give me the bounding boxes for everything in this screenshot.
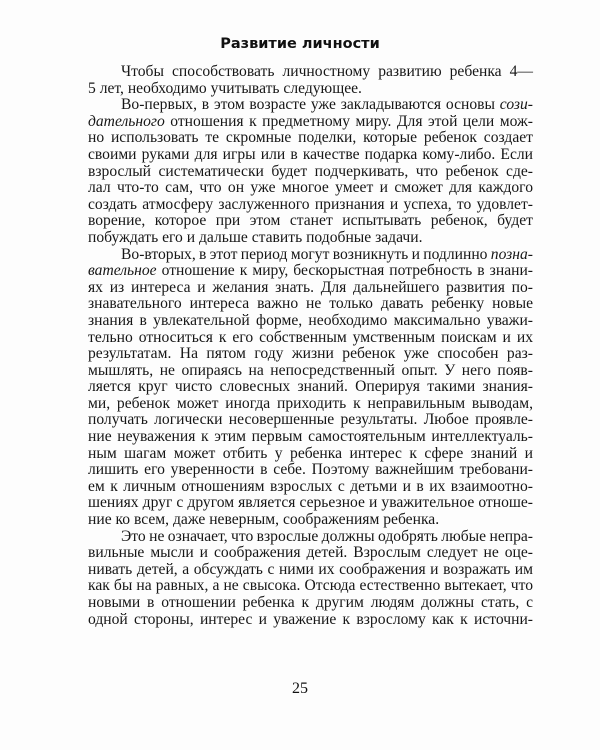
text-line <box>88 346 533 363</box>
text-line <box>88 197 533 214</box>
text-segment: отношение к миру, бескорыстная потребность в знани- <box>156 262 533 280</box>
text-segment: одной стороны, интерес и уважение к взрослому как к источни- <box>88 610 533 628</box>
text-line <box>88 396 533 413</box>
text-line <box>88 379 533 396</box>
text-segment: вильные мысли и соображения детей. Взрослым следует не оце- <box>88 544 533 562</box>
text-segment: знавательного интереса важно не только давать ребенку новые <box>88 295 533 313</box>
text-line <box>88 330 533 347</box>
italic-term: вательное <box>88 262 157 280</box>
text-segment: как бы на равных, а не свысока. Отсюда естественно вытекает, что <box>88 577 533 595</box>
italic-term: дательного <box>88 112 165 130</box>
text-segment: Во-вторых, в этот период могут возникнуть и подлинно <box>121 245 491 263</box>
text-line <box>88 164 533 181</box>
text-line <box>88 247 533 264</box>
text-segment: ние неуважения к этим первым самостоятельным интеллектуаль- <box>88 428 533 446</box>
text-line <box>88 412 533 429</box>
text-line <box>88 280 533 297</box>
text-line <box>88 114 533 131</box>
text-segment: своими руками для игры или в качестве подарка кому-либо. Если <box>88 145 533 163</box>
text-segment: нивать детей, а обсуждать с ними их соображения и возражать им <box>88 560 533 578</box>
text-segment: ляется круг чисто словесных знаний. Оперируя такими знания- <box>88 378 533 396</box>
text-segment: взрослый систематически будет подчеркивать, что ребенок сде- <box>88 162 533 180</box>
text-segment: побуждать его и дальше ставить подобные задачи. <box>88 228 423 246</box>
text-line <box>88 462 533 479</box>
text-line <box>88 529 533 546</box>
text-segment: ях из интереса и желания знать. Для дальнейшего развития по- <box>88 278 533 296</box>
text-segment: мышлять, не опираясь на непосредственный опыт. У него появ- <box>88 361 533 379</box>
text-line <box>88 495 533 512</box>
text-line <box>88 545 533 562</box>
text-segment: создать атмосферу заслуженного признания и успеха, то удовлет- <box>88 195 533 213</box>
text-line <box>88 97 533 114</box>
text-line <box>88 512 533 529</box>
text-segment: Во-первых, в этом возрасте уже закладываются основы <box>121 96 500 114</box>
italic-term: позна- <box>490 245 533 263</box>
text-line <box>88 180 533 197</box>
text-line <box>88 64 533 81</box>
text-segment: отношения к предметному миру. Для этой цели мож- <box>164 112 533 130</box>
text-segment: знания в увлекательной форме, необходимо максимально уважи- <box>88 311 533 329</box>
text-segment: ем к личным отношениям взрослых с детьми и в их взаимоотно- <box>88 477 533 495</box>
page-number: 25 <box>292 680 308 697</box>
text-segment: результатам. На пятом году жизни ребенок уже способен раз- <box>88 345 533 363</box>
text-segment: ми, ребенок может иногда приходить к неправильным выводам, <box>88 394 533 412</box>
text-line <box>88 429 533 446</box>
body-text <box>88 64 533 628</box>
text-segment: лишить его уверенности в себе. Поэтому важнейшим требовани- <box>88 461 533 479</box>
text-segment: но использовать те скромные поделки, которые ребенок создает <box>88 129 533 147</box>
text-segment: ным шагам может отбить у ребенка интерес к сфере знаний и <box>88 444 533 462</box>
text-line <box>88 363 533 380</box>
text-line <box>88 230 533 247</box>
text-line <box>88 612 533 629</box>
text-line <box>88 479 533 496</box>
text-segment: новыми в отношении ребенка к другим людям должны стать, с <box>88 594 533 611</box>
text-line <box>88 147 533 164</box>
text-segment: получать логически несовершенные результаты. Любое проявле- <box>88 411 533 429</box>
section-title: Развитие личности <box>220 36 380 52</box>
text-line <box>88 81 533 98</box>
text-line <box>88 296 533 313</box>
text-segment: Это не означает, что взрослые должны одобрять любые непра- <box>121 527 533 545</box>
text-segment: ние ко всем, даже неверным, соображениям ребенка. <box>88 511 440 529</box>
text-line <box>88 213 533 230</box>
text-segment: ворение, которое при этом станет испытывать ребенок, будет <box>88 212 533 230</box>
text-line <box>88 562 533 579</box>
text-segment: тельно относиться к его собственным умственным поискам и их <box>88 328 533 346</box>
text-line <box>88 313 533 330</box>
text-line <box>88 578 533 595</box>
text-line <box>88 595 533 612</box>
text-segment: 5 лет, необходимо учитывать следующее. <box>88 79 362 97</box>
text-line <box>88 130 533 147</box>
italic-term: сози- <box>499 96 533 114</box>
text-line <box>88 446 533 463</box>
text-segment: Чтобы способствовать личностному развитию ребенка 4— <box>121 63 533 80</box>
text-segment: лал что-то сам, что он уже многое умеет и сможет для каждого <box>88 179 533 197</box>
text-line <box>88 263 533 280</box>
text-segment: шениях друг с другом является серьезное и уважительное отноше- <box>88 494 533 512</box>
